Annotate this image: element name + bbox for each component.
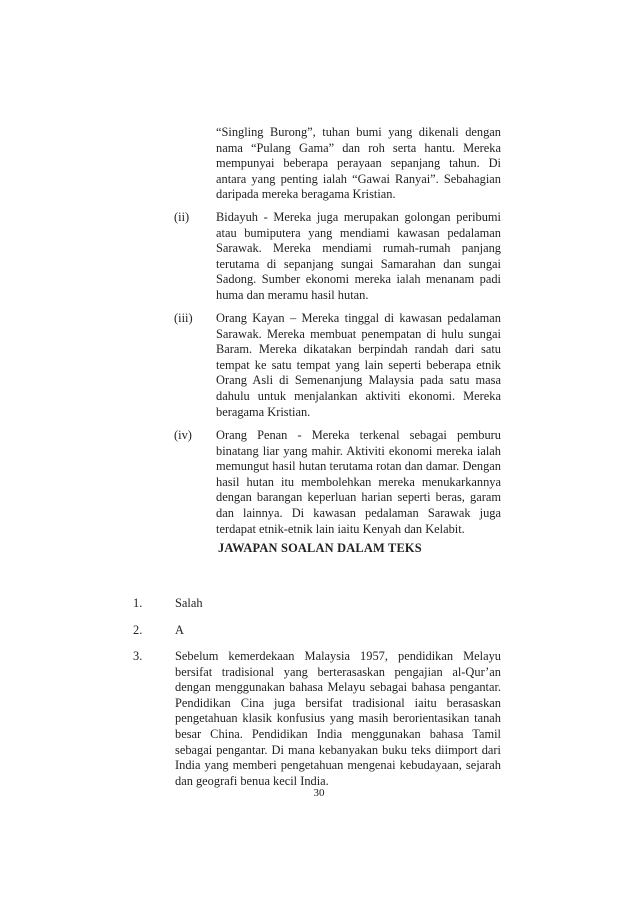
answer-text: Sebelum kemerdekaan Malaysia 1957, pendidikan Melayu bersifat tradisional yang berterasaskan pengajian al-Qur’an dengan menggunakan bahasa Melayu sebagai bahasa pengantar. Pendidikan Cina juga bersifat tradisional iaitu berasaskan pengetahuan klasik konfusius yang masih berorientasikan tanah besar China. Pendidikan India menggunakan bahasa Tamil sebagai pengantar. Di mana kebanyakan buku teks diimport dari India yang memberi pengetahuan mengenai kebudayaan, sejarah dan geografi benua kecil India. — [175, 649, 501, 788]
sub-item-label: (iii) — [174, 311, 193, 325]
sub-item-text: Orang Penan - Mereka terkenal sebagai pemburu binatang liar yang mahir. Aktiviti ekonomi mereka ialah memungut hasil hutan terutama rotan dan damar. Dengan hasil hutan itu membolehkan mereka menukarkannya dengan barangan keperluan harian seperti beras, garam dan lainnya. Di kawasan pedalaman Sarawak juga terdapat etnik-etnik lain iaitu Kenyah dan Kelabit. — [216, 428, 501, 536]
answer-text: Salah — [175, 596, 203, 610]
answer-number: 2. — [133, 623, 143, 637]
answer-text: A — [175, 623, 184, 637]
page-number: 30 — [313, 787, 325, 799]
intro-paragraph: “Singling Burong”, tuhan bumi yang dikenali dengan nama “Pulang Gama” dan roh serta hantu. Mereka mempunyai beberapa perayaan sepanjang tahun. Di antara yang penting ialah “Gawai Ranyai”. Sebahagian daripada mereka beragama Kristian. — [216, 125, 501, 202]
answer-number: 1. — [133, 596, 143, 610]
answer-number: 3. — [133, 649, 143, 663]
sub-item-text: Bidayuh - Mereka juga merupakan golongan peribumi atau bumiputera yang mendiami kawasan pedalaman Sarawak. Mereka mendiami rumah-rumah panjang terutama di sepanjang sungai Samarahan dan sungai Sadong. Sumber ekonomi mereka ialah menanam padi huma dan meramu hasil hutan. — [216, 210, 501, 302]
sub-item-label: (iv) — [174, 428, 192, 442]
sub-item-text: Orang Kayan – Mereka tinggal di kawasan pedalaman Sarawak. Mereka membuat penempatan di hulu sungai Baram. Mereka dikatakan berpindah randah dari satu tempat ke satu tempat yang lain seperti beberapa etnik Orang Asli di Semenanjung Malaysia pada satu masa dahulu untuk menjalankan aktiviti ekonomi. Mereka beragama Kristian. — [216, 311, 501, 419]
sub-item-label: (ii) — [174, 210, 190, 224]
section-heading: JAWAPAN SOALAN DALAM TEKS — [218, 541, 422, 555]
